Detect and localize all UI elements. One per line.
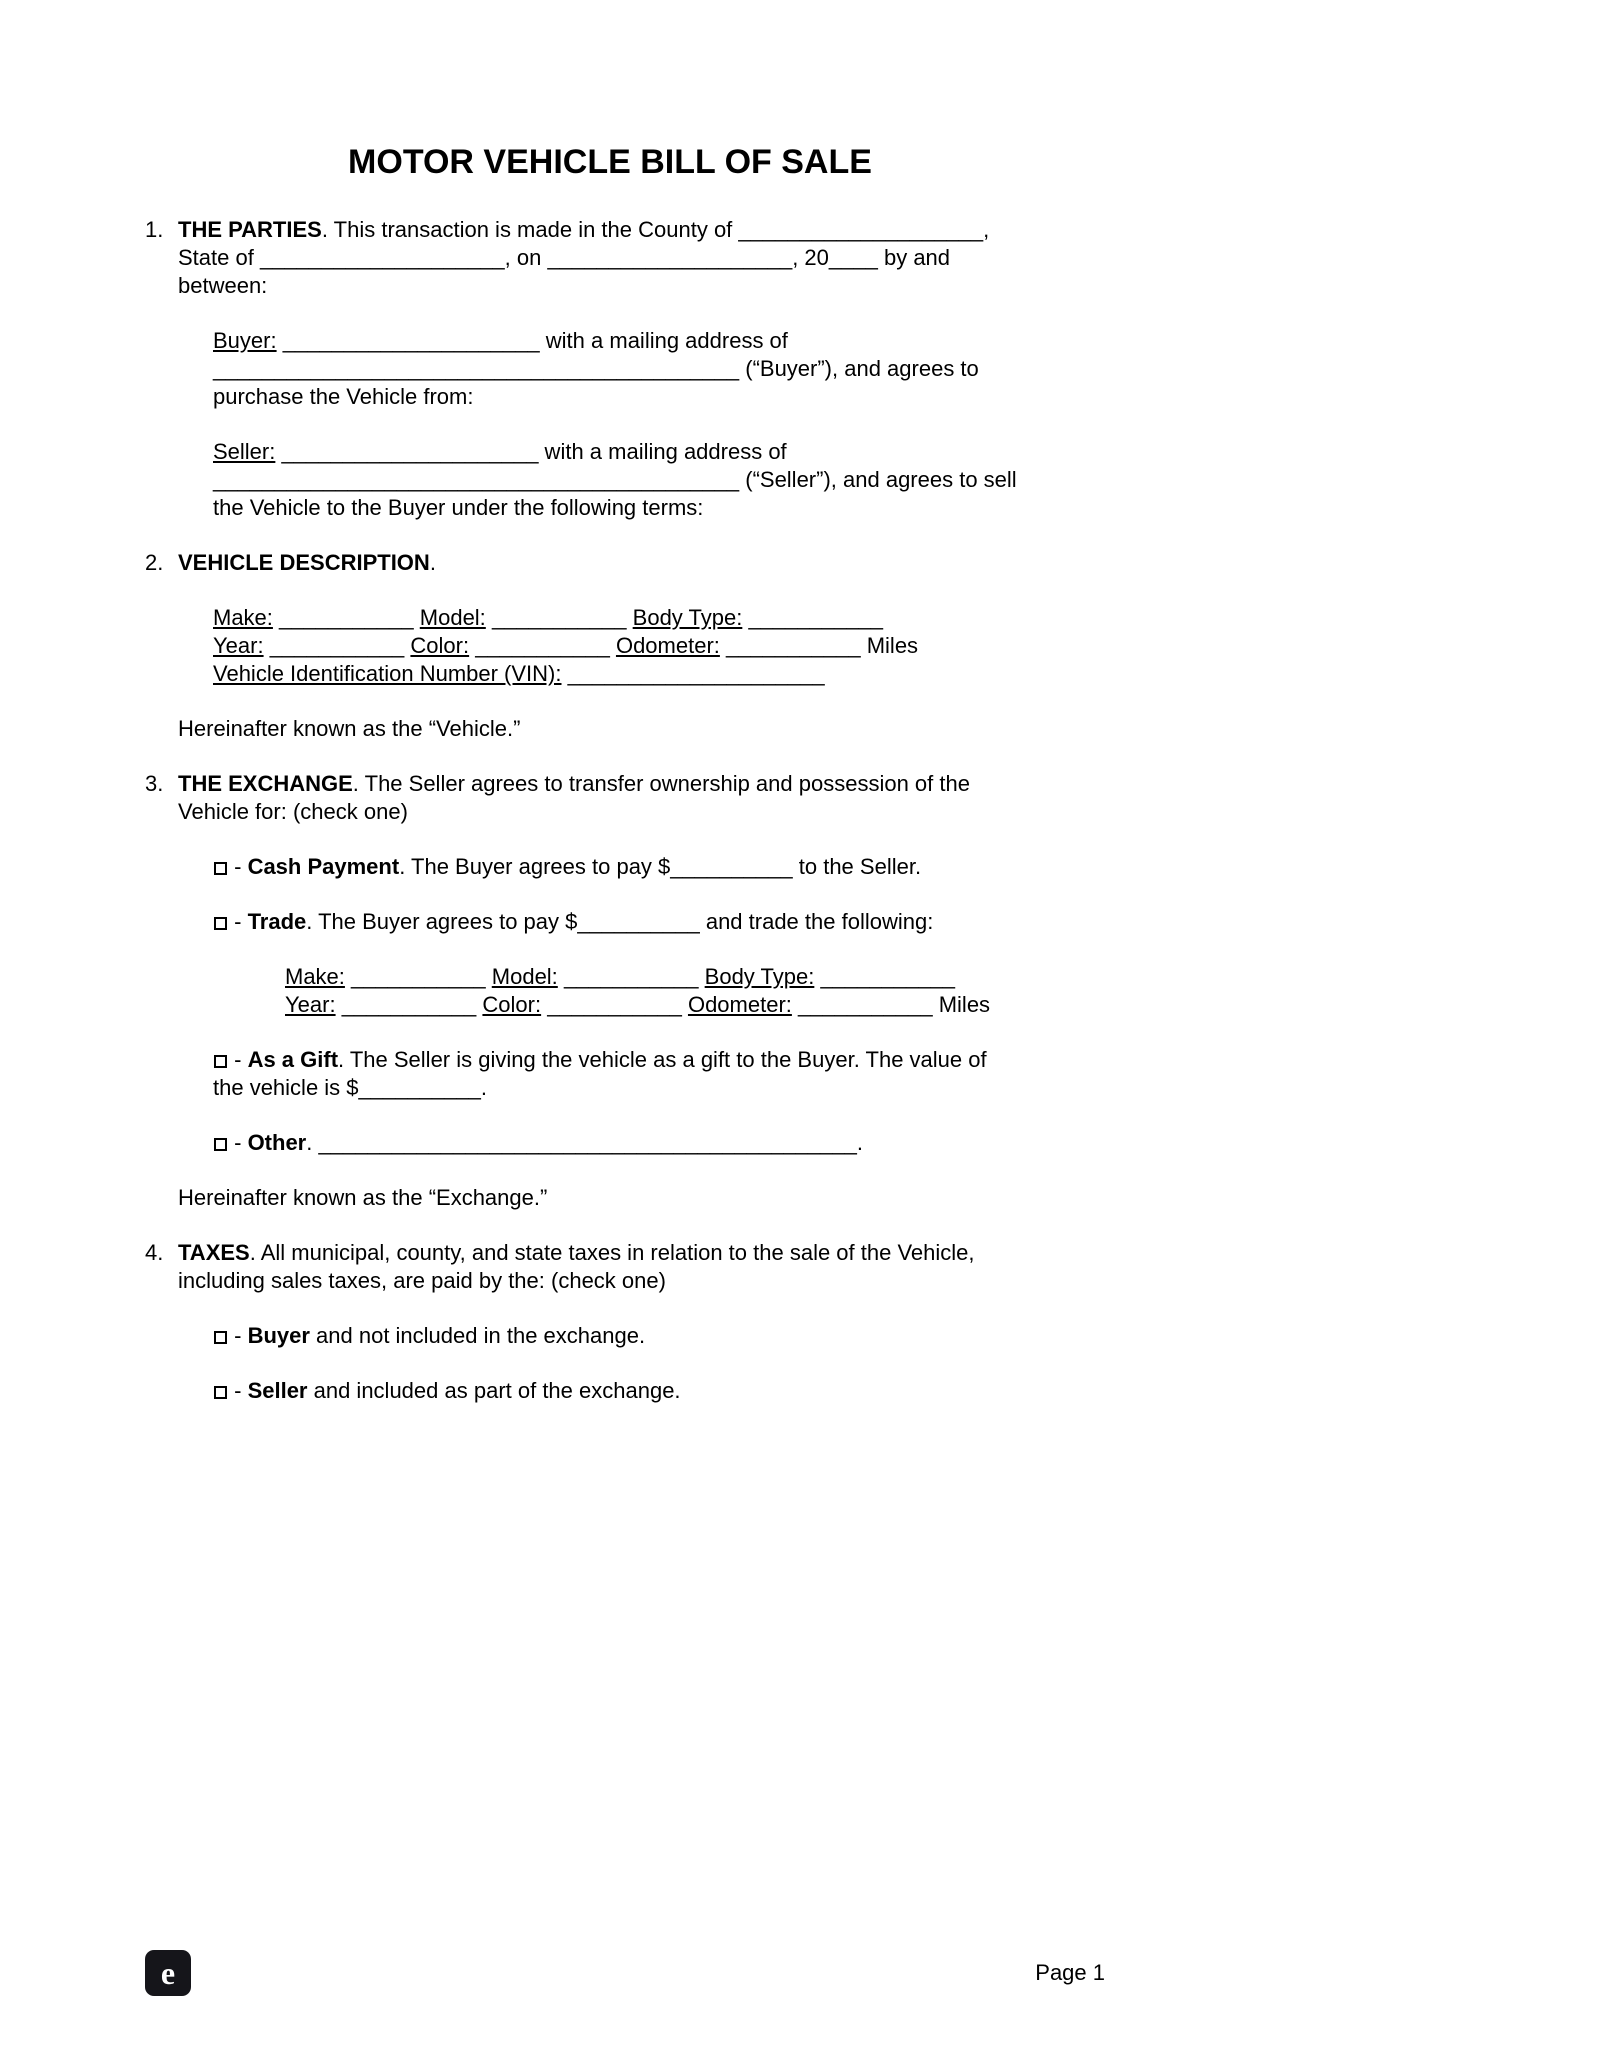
text-segment: Odometer:	[687, 992, 792, 1017]
other-option	[213, 1129, 1075, 1157]
taxes-intro-paragraph	[178, 1239, 1075, 1295]
text-segment: Vehicle Identification Number (VIN):	[213, 661, 562, 686]
blank-field[interactable]: ___________	[491, 605, 627, 630]
section-4-number: 4.	[145, 1240, 164, 1265]
text-segment: Model:	[419, 605, 486, 630]
blank-field[interactable]: ___________	[726, 633, 861, 658]
section-taxes	[145, 1239, 1075, 1405]
section-the-exchange	[145, 770, 1075, 1212]
blank-field[interactable]: ___________	[351, 964, 486, 989]
blank-field[interactable]: _____________________	[282, 328, 540, 353]
text-segment: between:	[178, 273, 268, 298]
text-segment: .	[429, 550, 436, 575]
vehicle-fields-paragraph	[213, 604, 1075, 688]
checkbox-icon[interactable]	[214, 1055, 227, 1068]
section-2-number: 2.	[145, 550, 164, 575]
document-title: MOTOR VEHICLE BILL OF SALE	[348, 143, 872, 181]
text-segment: .	[306, 1130, 319, 1155]
blank-field[interactable]: ___________	[341, 992, 477, 1017]
text-segment: THE EXCHANGE	[178, 771, 353, 796]
gift-option	[213, 1046, 1075, 1102]
blank-field[interactable]: ___________	[563, 964, 699, 989]
blank-field[interactable]: ___________	[820, 964, 956, 989]
text-segment: Trade	[247, 909, 307, 934]
text-segment: Hereinafter known as the “Exchange.”	[178, 1185, 548, 1210]
text-segment: Year:	[285, 992, 336, 1017]
text-segment: Vehicle for: (check one)	[178, 799, 408, 824]
text-segment: .	[856, 1130, 863, 1155]
exchange-known-as-text	[178, 1184, 1075, 1212]
logo-letter: e	[160, 1954, 176, 1991]
blank-field[interactable]: ___________	[798, 992, 933, 1017]
text-segment: Seller	[247, 1378, 308, 1403]
page-footer	[145, 1950, 1105, 1996]
text-segment: . The Seller is giving the vehicle as a gift to the Buyer. The value of	[338, 1047, 987, 1072]
blank-field[interactable]: ___________	[748, 605, 884, 630]
blank-field[interactable]: ___________________________________________	[213, 356, 740, 381]
text-segment: -	[228, 1323, 248, 1348]
text-segment: . The Buyer agrees to pay $	[399, 854, 671, 879]
text-segment: (“Seller”), and agrees to sell	[739, 467, 1017, 492]
text-segment: TAXES	[178, 1240, 250, 1265]
text-segment: to the Seller.	[792, 854, 922, 879]
blank-field[interactable]: _____________________	[281, 439, 539, 464]
text-segment: Hereinafter known as the “Vehicle.”	[178, 716, 521, 741]
text-segment: . The Seller agrees to transfer ownership and possession of the	[352, 771, 970, 796]
text-segment: with a mailing address of	[538, 439, 787, 464]
text-segment: Make:	[285, 964, 345, 989]
text-segment: -	[228, 854, 248, 879]
blank-field[interactable]: ___________	[475, 633, 610, 658]
text-segment: Miles	[932, 992, 991, 1017]
blank-field[interactable]: ____________________	[738, 217, 984, 242]
text-segment: THE PARTIES	[178, 217, 322, 242]
seller-paragraph	[213, 438, 1075, 522]
text-segment: -	[228, 1378, 248, 1403]
text-segment: by and	[877, 245, 951, 270]
text-segment: . The Buyer agrees to pay $	[306, 909, 578, 934]
blank-field[interactable]: ____	[828, 245, 878, 270]
text-segment: Body Type:	[632, 605, 743, 630]
text-segment: and trade the following:	[699, 909, 934, 934]
text-segment: Seller:	[213, 439, 276, 464]
text-segment: Color:	[410, 633, 470, 658]
blank-field[interactable]: ___________________________________________	[213, 467, 740, 492]
cash-payment-option	[213, 853, 1075, 881]
text-segment: Cash Payment	[247, 854, 400, 879]
section-vehicle-description	[145, 549, 1075, 743]
taxes-buyer-option	[213, 1322, 1075, 1350]
page-number: Page 1	[1035, 1960, 1105, 1985]
text-segment: (“Buyer”), and agrees to	[739, 356, 979, 381]
blank-field[interactable]: ____________________	[259, 245, 505, 270]
vehicle-description-heading	[178, 549, 1075, 577]
text-segment: with a mailing address of	[539, 328, 788, 353]
buyer-paragraph	[213, 327, 1075, 411]
vehicle-known-as-text	[178, 715, 1075, 743]
text-segment: ,	[983, 217, 990, 242]
taxes-seller-option	[213, 1377, 1075, 1405]
section-1-number: 1.	[145, 217, 164, 242]
blank-field[interactable]: __________	[358, 1075, 481, 1100]
text-segment: Year:	[213, 633, 264, 658]
text-segment: and included as part of the exchange.	[307, 1378, 681, 1403]
text-segment: State of	[178, 245, 260, 270]
blank-field[interactable]: ___________	[279, 605, 414, 630]
checkbox-icon[interactable]	[214, 1331, 227, 1344]
text-segment: including sales taxes, are paid by the: (check one)	[178, 1268, 666, 1293]
text-segment: VEHICLE DESCRIPTION	[178, 550, 430, 575]
eforms-logo	[145, 1950, 191, 1996]
text-segment: Body Type:	[704, 964, 815, 989]
section-3-number: 3.	[145, 771, 164, 796]
exchange-intro-paragraph	[178, 770, 1075, 826]
document-content	[145, 142, 1075, 1405]
text-segment: Make:	[213, 605, 273, 630]
text-segment: Miles	[860, 633, 919, 658]
text-segment: Other	[247, 1130, 307, 1155]
blank-field[interactable]: ____________________	[547, 245, 793, 270]
checkbox-icon[interactable]	[214, 862, 227, 875]
text-segment: . This transaction is made in the County of	[321, 217, 739, 242]
parties-intro-paragraph	[178, 216, 1075, 300]
text-segment: Buyer:	[213, 328, 277, 353]
text-segment: As a Gift	[247, 1047, 339, 1072]
blank-field[interactable]: __________	[670, 854, 793, 879]
text-segment: the vehicle is $	[213, 1075, 359, 1100]
checkbox-icon[interactable]	[214, 1386, 227, 1399]
text-segment: , on	[504, 245, 548, 270]
blank-field[interactable]: _____________________	[567, 661, 825, 686]
text-segment: -	[228, 1047, 248, 1072]
blank-field[interactable]: ___________	[269, 633, 405, 658]
section-the-parties	[145, 216, 1075, 522]
checkbox-icon[interactable]	[214, 917, 227, 930]
trade-option	[213, 908, 1075, 936]
text-segment: Model:	[491, 964, 558, 989]
checkbox-icon[interactable]	[214, 1138, 227, 1151]
text-segment: purchase the Vehicle from:	[213, 384, 474, 409]
blank-field[interactable]: __________	[577, 909, 700, 934]
text-segment: -	[228, 1130, 248, 1155]
text-segment: , 20	[792, 245, 829, 270]
text-segment: Color:	[482, 992, 542, 1017]
text-segment: Buyer	[247, 1323, 310, 1348]
text-segment: .	[480, 1075, 488, 1100]
text-segment: and not included in the exchange.	[309, 1323, 646, 1348]
text-segment: the Vehicle to the Buyer under the following terms:	[213, 495, 704, 520]
text-segment: Odometer:	[615, 633, 720, 658]
text-segment: -	[228, 909, 248, 934]
blank-field[interactable]: ____________________________________________	[318, 1130, 857, 1155]
trade-vehicle-fields-paragraph	[285, 963, 1075, 1019]
blank-field[interactable]: ___________	[547, 992, 682, 1017]
text-segment: . All municipal, county, and state taxes in relation to the sale of the Vehicle,	[249, 1240, 975, 1265]
